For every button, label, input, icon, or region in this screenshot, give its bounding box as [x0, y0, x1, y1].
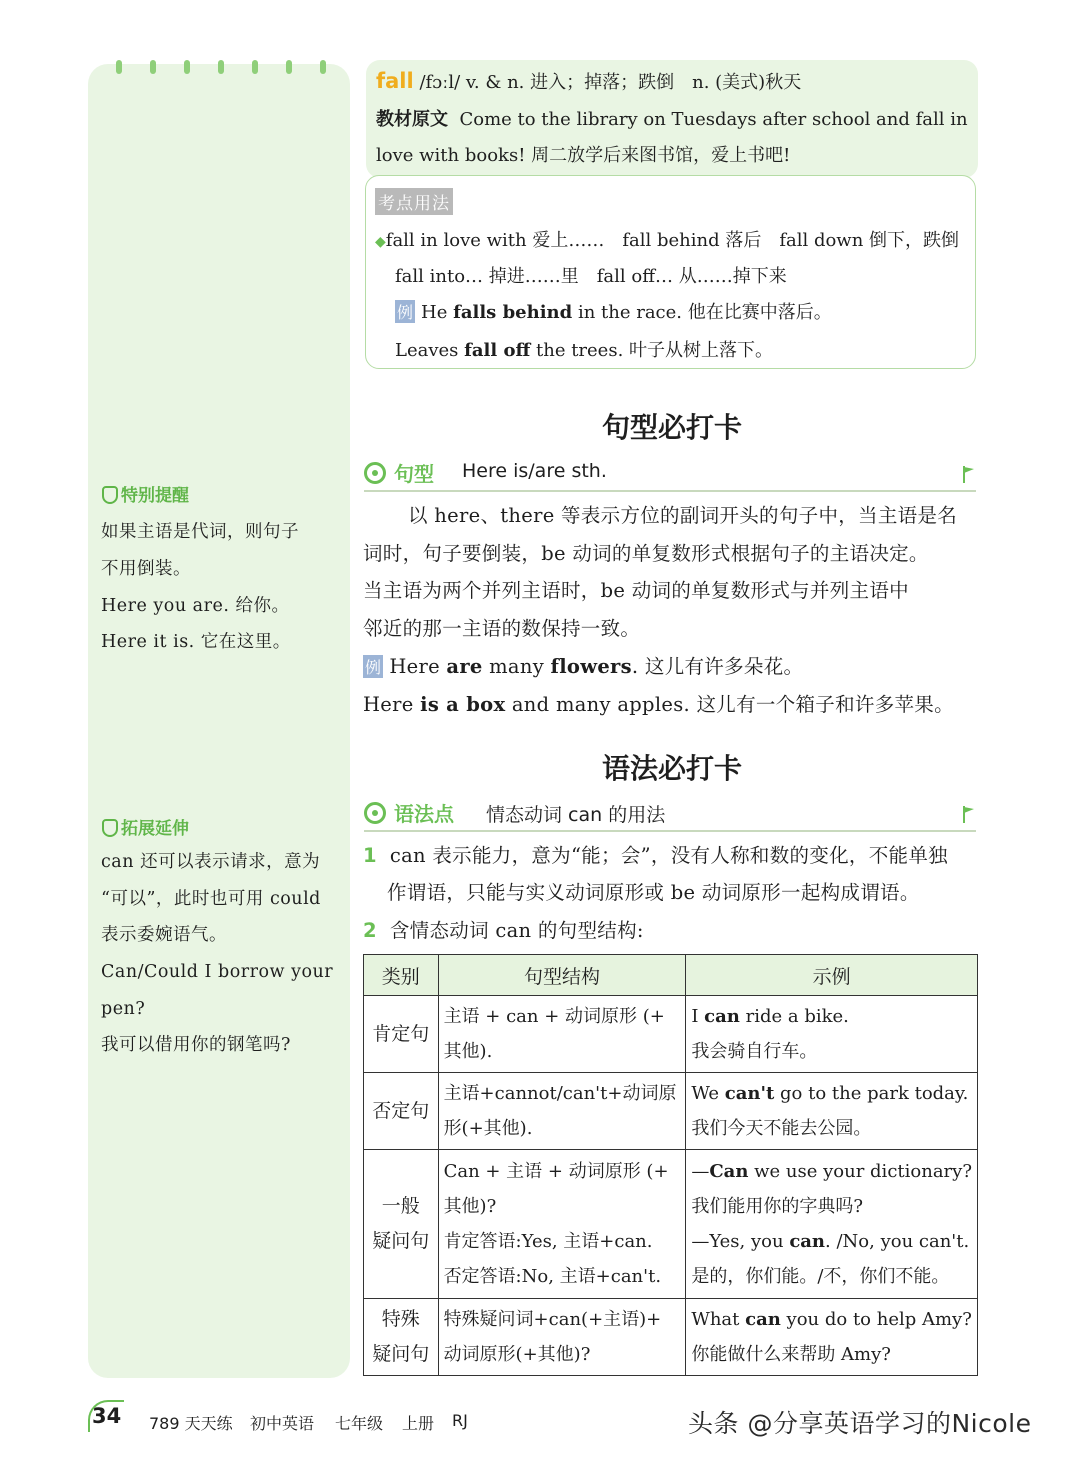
row-example: —Can we use your dictionary? 我们能用你的字典吗? —Yes, you can. /No, you can't. 是的，你们能。/不，你们不能。	[686, 1150, 978, 1299]
row-category: 否定句	[364, 1073, 439, 1150]
table-row	[364, 1150, 978, 1299]
notice-line: 不用倒装。	[101, 559, 191, 579]
sentence-example: 例 Here are many flowers. 这儿有许多朵花。	[365, 655, 804, 678]
table-row	[364, 1299, 978, 1376]
grammar-label: 语法点	[394, 802, 454, 826]
table-header-row	[364, 955, 978, 996]
binder-ring	[116, 60, 122, 74]
header-category: 类别	[364, 955, 439, 996]
usage-line: ◆fall in love with 爱上…… fall behind 落后 fall down 倒下，跌倒	[375, 230, 960, 251]
sentence-label: 句型	[394, 462, 434, 486]
usage-example: 例 He falls behind in the race. 他在比赛中落后。	[397, 302, 832, 323]
notice-line: 如果主语是代词，则句子	[101, 522, 299, 542]
source-label: 教材原文	[376, 109, 448, 130]
footer-grade: 七年级	[335, 1414, 384, 1433]
row-structure: 主语 + can + 动词原形 (+ 其他).	[438, 996, 686, 1073]
usage-line: fall into… 掉进……里 fall off… 从……掉下来	[395, 266, 787, 287]
footer-edition: RJ	[452, 1411, 468, 1430]
extend-icon	[102, 819, 118, 837]
grammar-point-cont: 作谓语，只能与实义动词原形或 be 动词原形一起构成谓语。	[387, 881, 920, 904]
flag-icon	[962, 464, 976, 484]
notice-line: Here it is. 它在这里。	[101, 632, 291, 652]
grammar-point: 2 含情态动词 can 的句型结构:	[363, 919, 644, 942]
vocab-source-line2: love with books! 周二放学后来图书馆，爱上书吧!	[376, 145, 791, 166]
row-example: What can you do to help Amy? 你能做什么来帮助 Amy?	[686, 1299, 978, 1376]
extend-line: pen?	[101, 999, 146, 1019]
page-number: 34	[92, 1404, 128, 1434]
binder-ring	[150, 60, 156, 74]
extend-heading: 拓展延伸	[102, 814, 189, 839]
can-structure-table	[363, 954, 978, 1376]
row-structure: 主语+cannot/can't+动词原 形(+其他).	[438, 1073, 686, 1150]
sentence-section-title: 句型必打卡	[601, 411, 742, 444]
row-example: I can ride a bike. 我会骑自行车。	[686, 996, 978, 1073]
target-icon	[364, 462, 386, 484]
usage-example: Leaves fall off the trees. 叶子从树上落下。	[395, 340, 774, 361]
usage-tag: 考点用法	[375, 188, 453, 215]
grammar-section-title: 语法必打卡	[601, 752, 742, 785]
diamond-bullet-icon: ◆	[375, 234, 386, 250]
sentence-para-line: 当主语为两个并列主语时，be 动词的单复数形式与并列主语中	[363, 579, 909, 602]
row-category: 特殊 疑问句	[364, 1299, 439, 1376]
footer-series: 789 天天练	[149, 1414, 233, 1433]
notice-heading: 特别提醒	[102, 481, 189, 506]
watermark: 头条 @分享英语学习的Nicole	[688, 1409, 1032, 1438]
source-line: Come to the library on Tuesdays after school and fall in	[459, 109, 968, 130]
extend-line: Can/Could I borrow your	[101, 962, 334, 982]
grammar-bar	[364, 796, 976, 832]
extend-line: 表示委婉语气。	[101, 925, 227, 945]
footer-volume: 上册	[402, 1414, 435, 1433]
sentence-example: Here is a box and many apples. 这儿有一个箱子和许多苹果。	[363, 693, 954, 716]
table-row	[364, 1073, 978, 1150]
row-example: We can't go to the park today. 我们今天不能去公园。	[686, 1073, 978, 1150]
sentence-pattern: Here is/are sth.	[462, 460, 607, 482]
binder-ring	[218, 60, 224, 74]
binder-ring	[184, 60, 190, 74]
row-category: 一般 疑问句	[364, 1150, 439, 1299]
extend-line: 我可以借用你的钢笔吗?	[101, 1035, 291, 1055]
extend-line: can 还可以表示请求，意为	[101, 852, 321, 872]
vocab-definition: /fɔːl/ v. & n. 进入；掉落；跌倒 n. (美式)秋天	[419, 72, 802, 93]
target-icon	[364, 802, 386, 824]
grammar-topic: 情态动词 can 的用法	[486, 804, 666, 826]
sentence-bar	[364, 456, 976, 492]
grammar-point: 1 can 表示能力，意为“能；会”，没有人称和数的变化，不能单独	[363, 844, 948, 867]
footer-subject: 初中英语	[250, 1414, 315, 1433]
table-row	[364, 996, 978, 1073]
extend-line: “可以”，此时也可用 could	[101, 889, 321, 909]
vocab-word: fall	[376, 69, 414, 93]
bell-icon	[102, 486, 118, 504]
sentence-para-line: 邻近的那一主语的数保持一致。	[363, 617, 641, 640]
binder-ring	[286, 60, 292, 74]
sentence-para-line: 以 here、there 等表示方位的副词开头的句子中，当主语是名	[408, 504, 958, 527]
usage-tag-row	[375, 188, 453, 215]
row-structure: Can + 主语 + 动词原形 (+ 其他)? 肯定答语:Yes, 主语+can. 否定答语:No, 主语+can't.	[438, 1150, 686, 1299]
binder-ring	[252, 60, 258, 74]
vocab-source	[376, 105, 968, 131]
flag-icon	[962, 804, 976, 824]
vocab-headline	[376, 68, 801, 94]
sidebar-panel	[88, 64, 350, 1378]
header-example: 示例	[686, 955, 978, 996]
row-structure: 特殊疑问词+can(+主语)+ 动词原形(+其他)?	[438, 1299, 686, 1376]
row-category: 肯定句	[364, 996, 439, 1073]
binder-ring	[320, 60, 326, 74]
sentence-para-line: 词时，句子要倒装，be 动词的单复数形式根据句子的主语决定。	[363, 542, 929, 565]
header-structure: 句型结构	[438, 955, 686, 996]
notice-line: Here you are. 给你。	[101, 596, 290, 616]
example-tag: 例	[395, 300, 415, 323]
